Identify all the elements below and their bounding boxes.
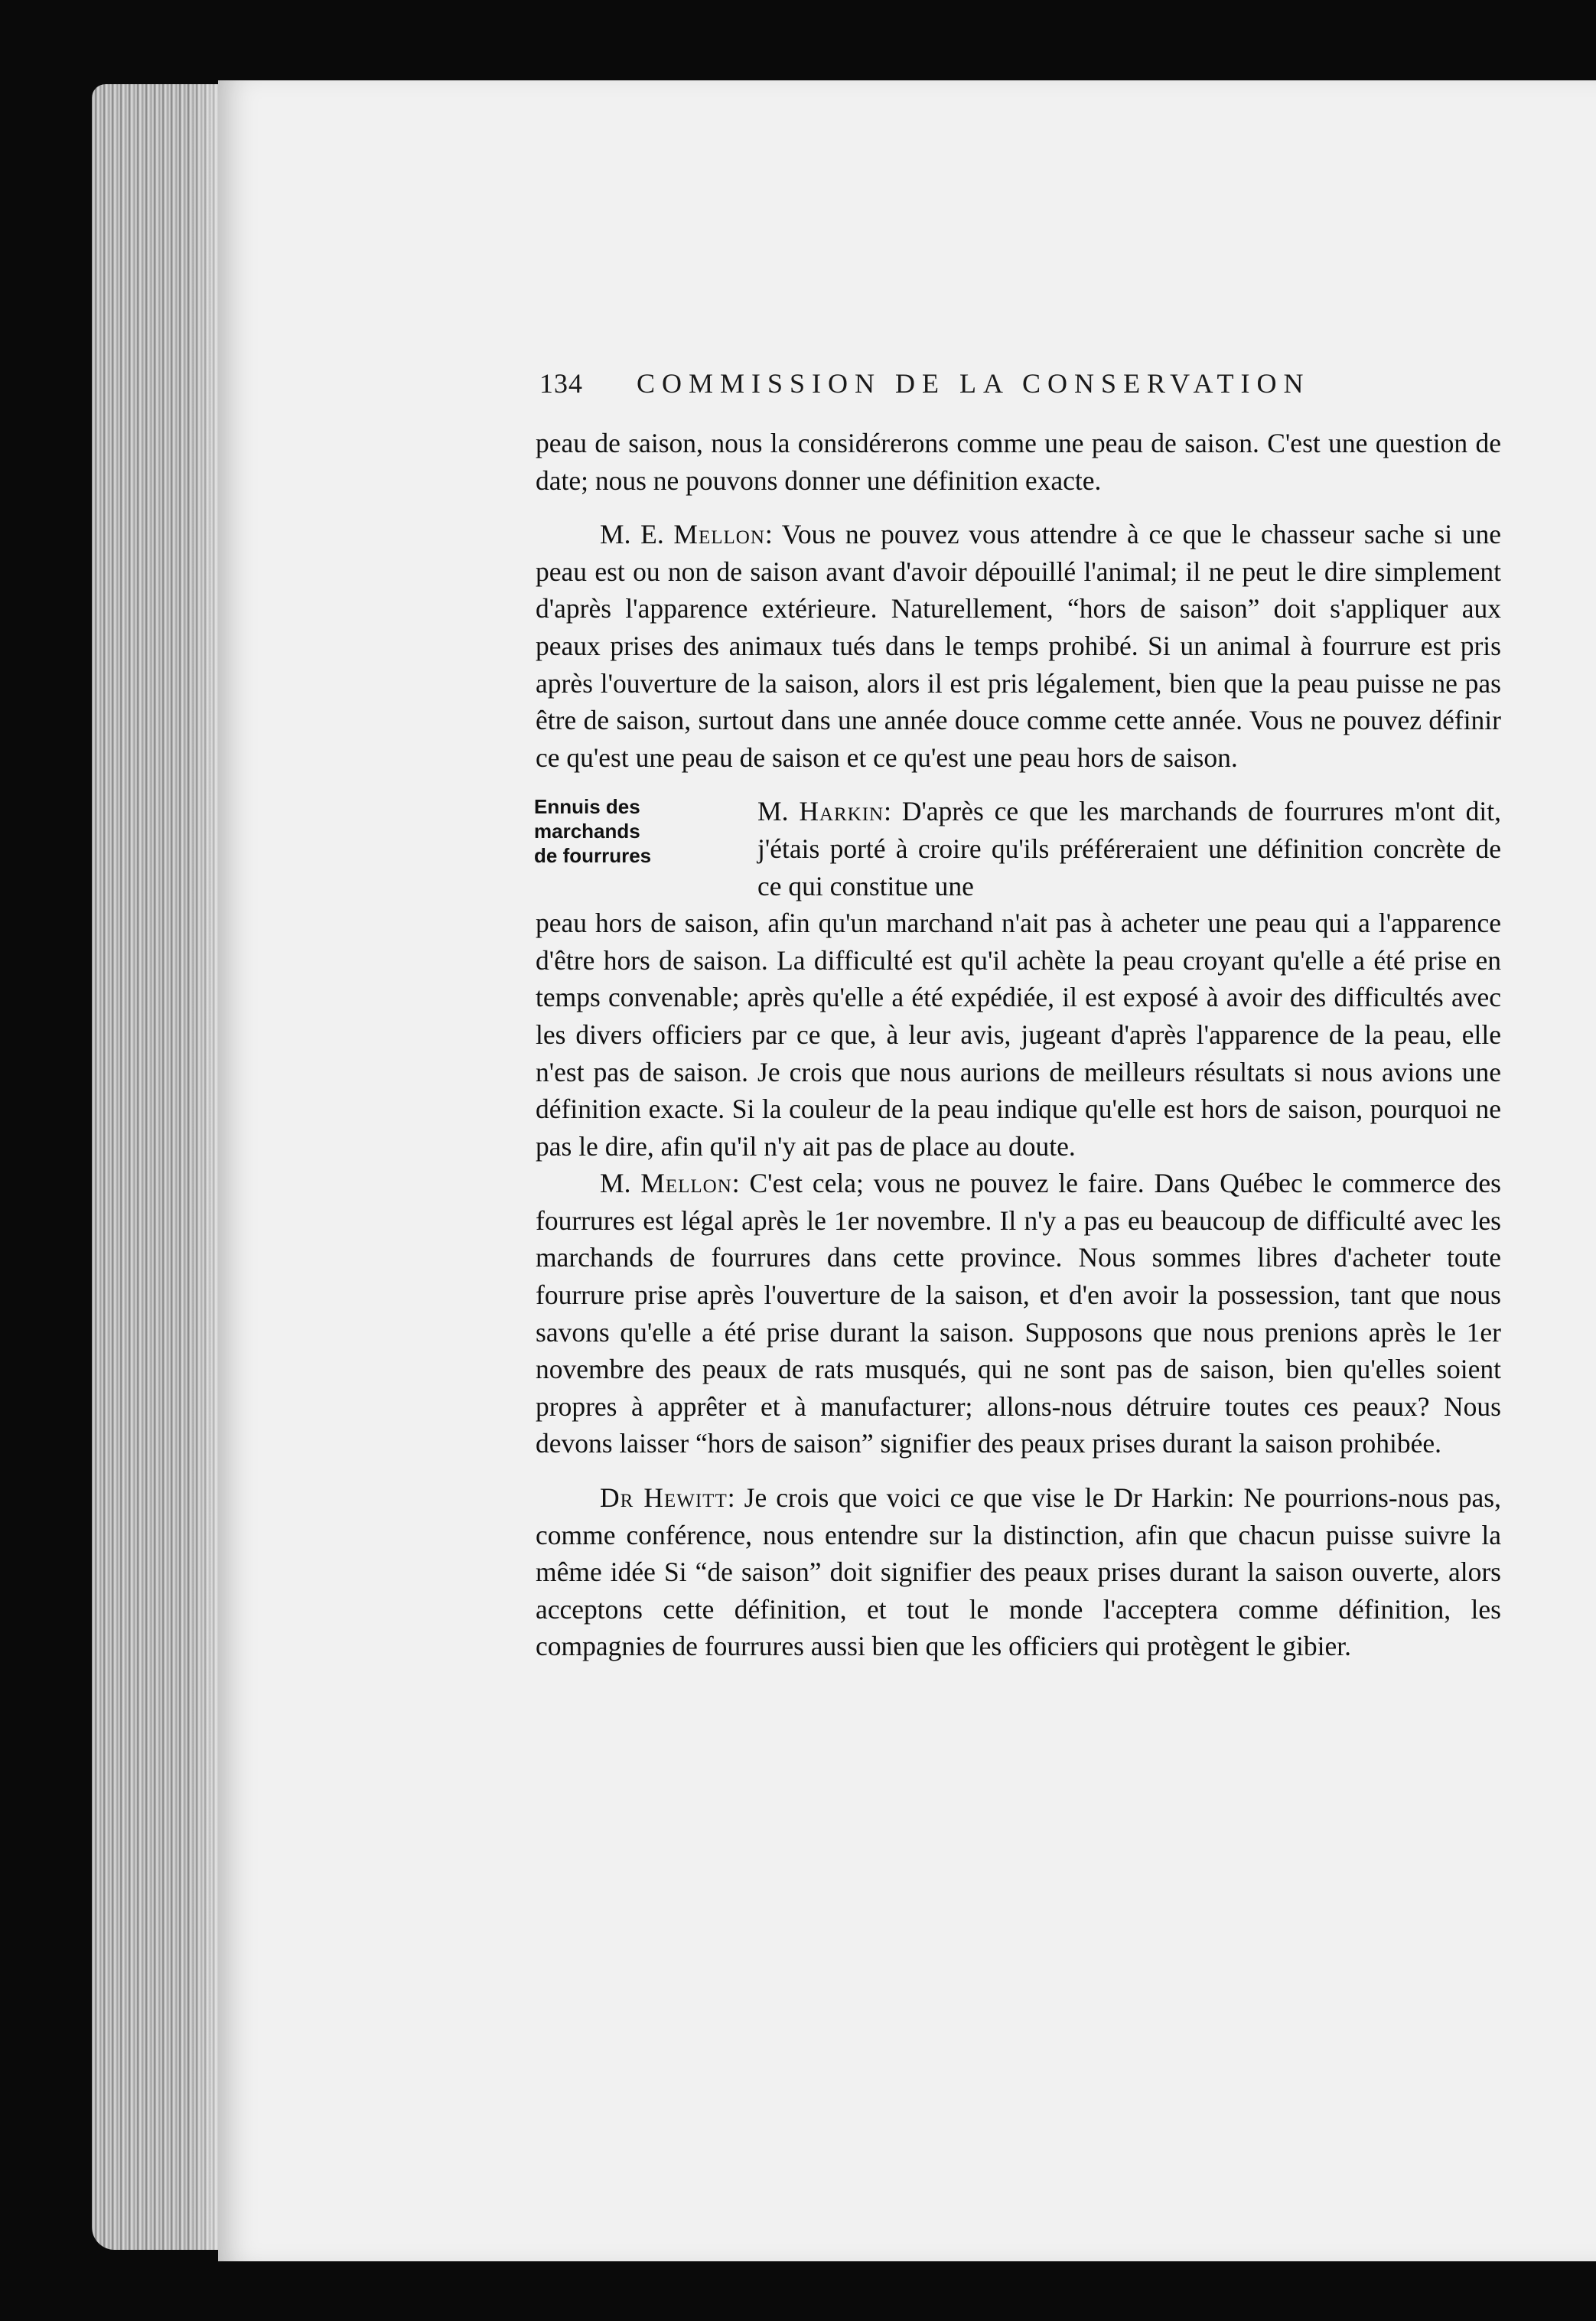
paragraph-mellon-1 [536,516,1501,776]
speaker-prefix: M. [600,1168,641,1199]
speaker-name: Dr Hewitt [600,1482,728,1514]
page-body [536,425,1501,1665]
paragraph-lead-text: : D'après ce que les marchands de fourrures m'ont dit, j'étais porté à croire qu'ils préféreraient une définition concrète de ce qui constitue une [757,796,1501,901]
margin-note [534,794,687,868]
running-header [539,367,1473,399]
margin-note-line: de fourrures [534,844,652,868]
margin-note-line: Ennuis des [534,795,640,819]
speaker-name: Harkin [799,796,884,827]
paragraph-text: : C'est cela; vous ne pouvez le faire. Dans Québec le commerce des fourrures est légal après le 1er novembre. Il n'y a pas eu beaucoup de difficulté avec les marchands de fourrures dans cette province. Nous sommes libres d'acheter toute fourrure prise après l'ouverture de la saison, et d'en avoir la possession, tant que nous savons qu'elle a été prise durant la saison. Supposons que nous prenions après le 1er novembre des peaux de rats musqués, qui ne sont pas de saison, bien qu'elles soient propres à apprêter et à manufacturer; allons-nous détruire toutes ces peaux? Nous devons laisser “hors de saison” signifier des peaux prises durant la saison prohibée. [536,1168,1501,1459]
paragraph-continuation [536,425,1501,499]
paragraph-text: : Vous ne pouvez vous attendre à ce que le chasseur sache si une peau est ou non de saison avant d'avoir dépouillé l'animal; il ne peut le dire simplement d'après l'apparence extérieure. Naturellement, “hors de saison” doit s'appliquer aux peaux prises des animaux tués dans le temps prohibé. Si un animal à fourrure est pris après l'ouverture de la saison, alors il est pris légalement, bien que la peau puisse ne pas être de saison, surtout dans une année douce comme cette année. Vous ne pouvez définir ce qu'est une peau de saison et ce qu'est une peau hors de saison. [536,519,1502,773]
paragraph-lead [757,793,1501,905]
margin-note-line: marchands [534,820,640,843]
speaker-name: Mellon [640,1168,732,1199]
paragraph-text: peau hors de saison, afin qu'un marchand n'ait pas à acheter une peau qui a l'apparence d'être hors de saison. La difficulté est qu'il achète la peau croyant qu'elle a été prise en temps convenable; après qu'elle a été expédiée, il est exposé à avoir des difficultés avec les divers officiers par ce que, à leur avis, jugeant d'après l'apparence de la peau, elle n'est pas de saison. Je crois que nous aurions de meilleurs résultats si nous avions une définition exacte. Si la couleur de la peau indique qu'elle est hors de saison, pourquoi ne pas le dire, afin qu'il n'y ait pas de place au doute. [536,908,1501,1162]
page-number: 134 [539,368,583,399]
speaker-prefix: M. E. [600,519,674,550]
speaker-prefix: M. [757,796,800,827]
paragraph-text: peau de saison, nous la considérerons comme une peau de saison. C'est une question de date; nous ne pouvons donner une définition exacte. [536,428,1501,496]
paragraph-text: : Je crois que voici ce que vise le Dr Harkin: Ne pourrions-nous pas, comme conférence, nous entendre sur la distinction, afin que chacun puisse suivre la même idée Si “de saison” doit signifier des peaux prises durant la saison ouverte, alors acceptons cette définition, et tout le monde l'acceptera comme définition, les compagnies de fourrures aussi bien que les officiers qui protègent le gibier. [536,1482,1501,1662]
paragraph-mellon-2 [536,1165,1501,1462]
speaker-name: Mellon [673,519,765,550]
paragraph-harkin-block [536,793,1501,1165]
paragraph-hewitt [536,1479,1501,1665]
running-title: COMMISSION DE LA CONSERVATION [637,368,1311,399]
